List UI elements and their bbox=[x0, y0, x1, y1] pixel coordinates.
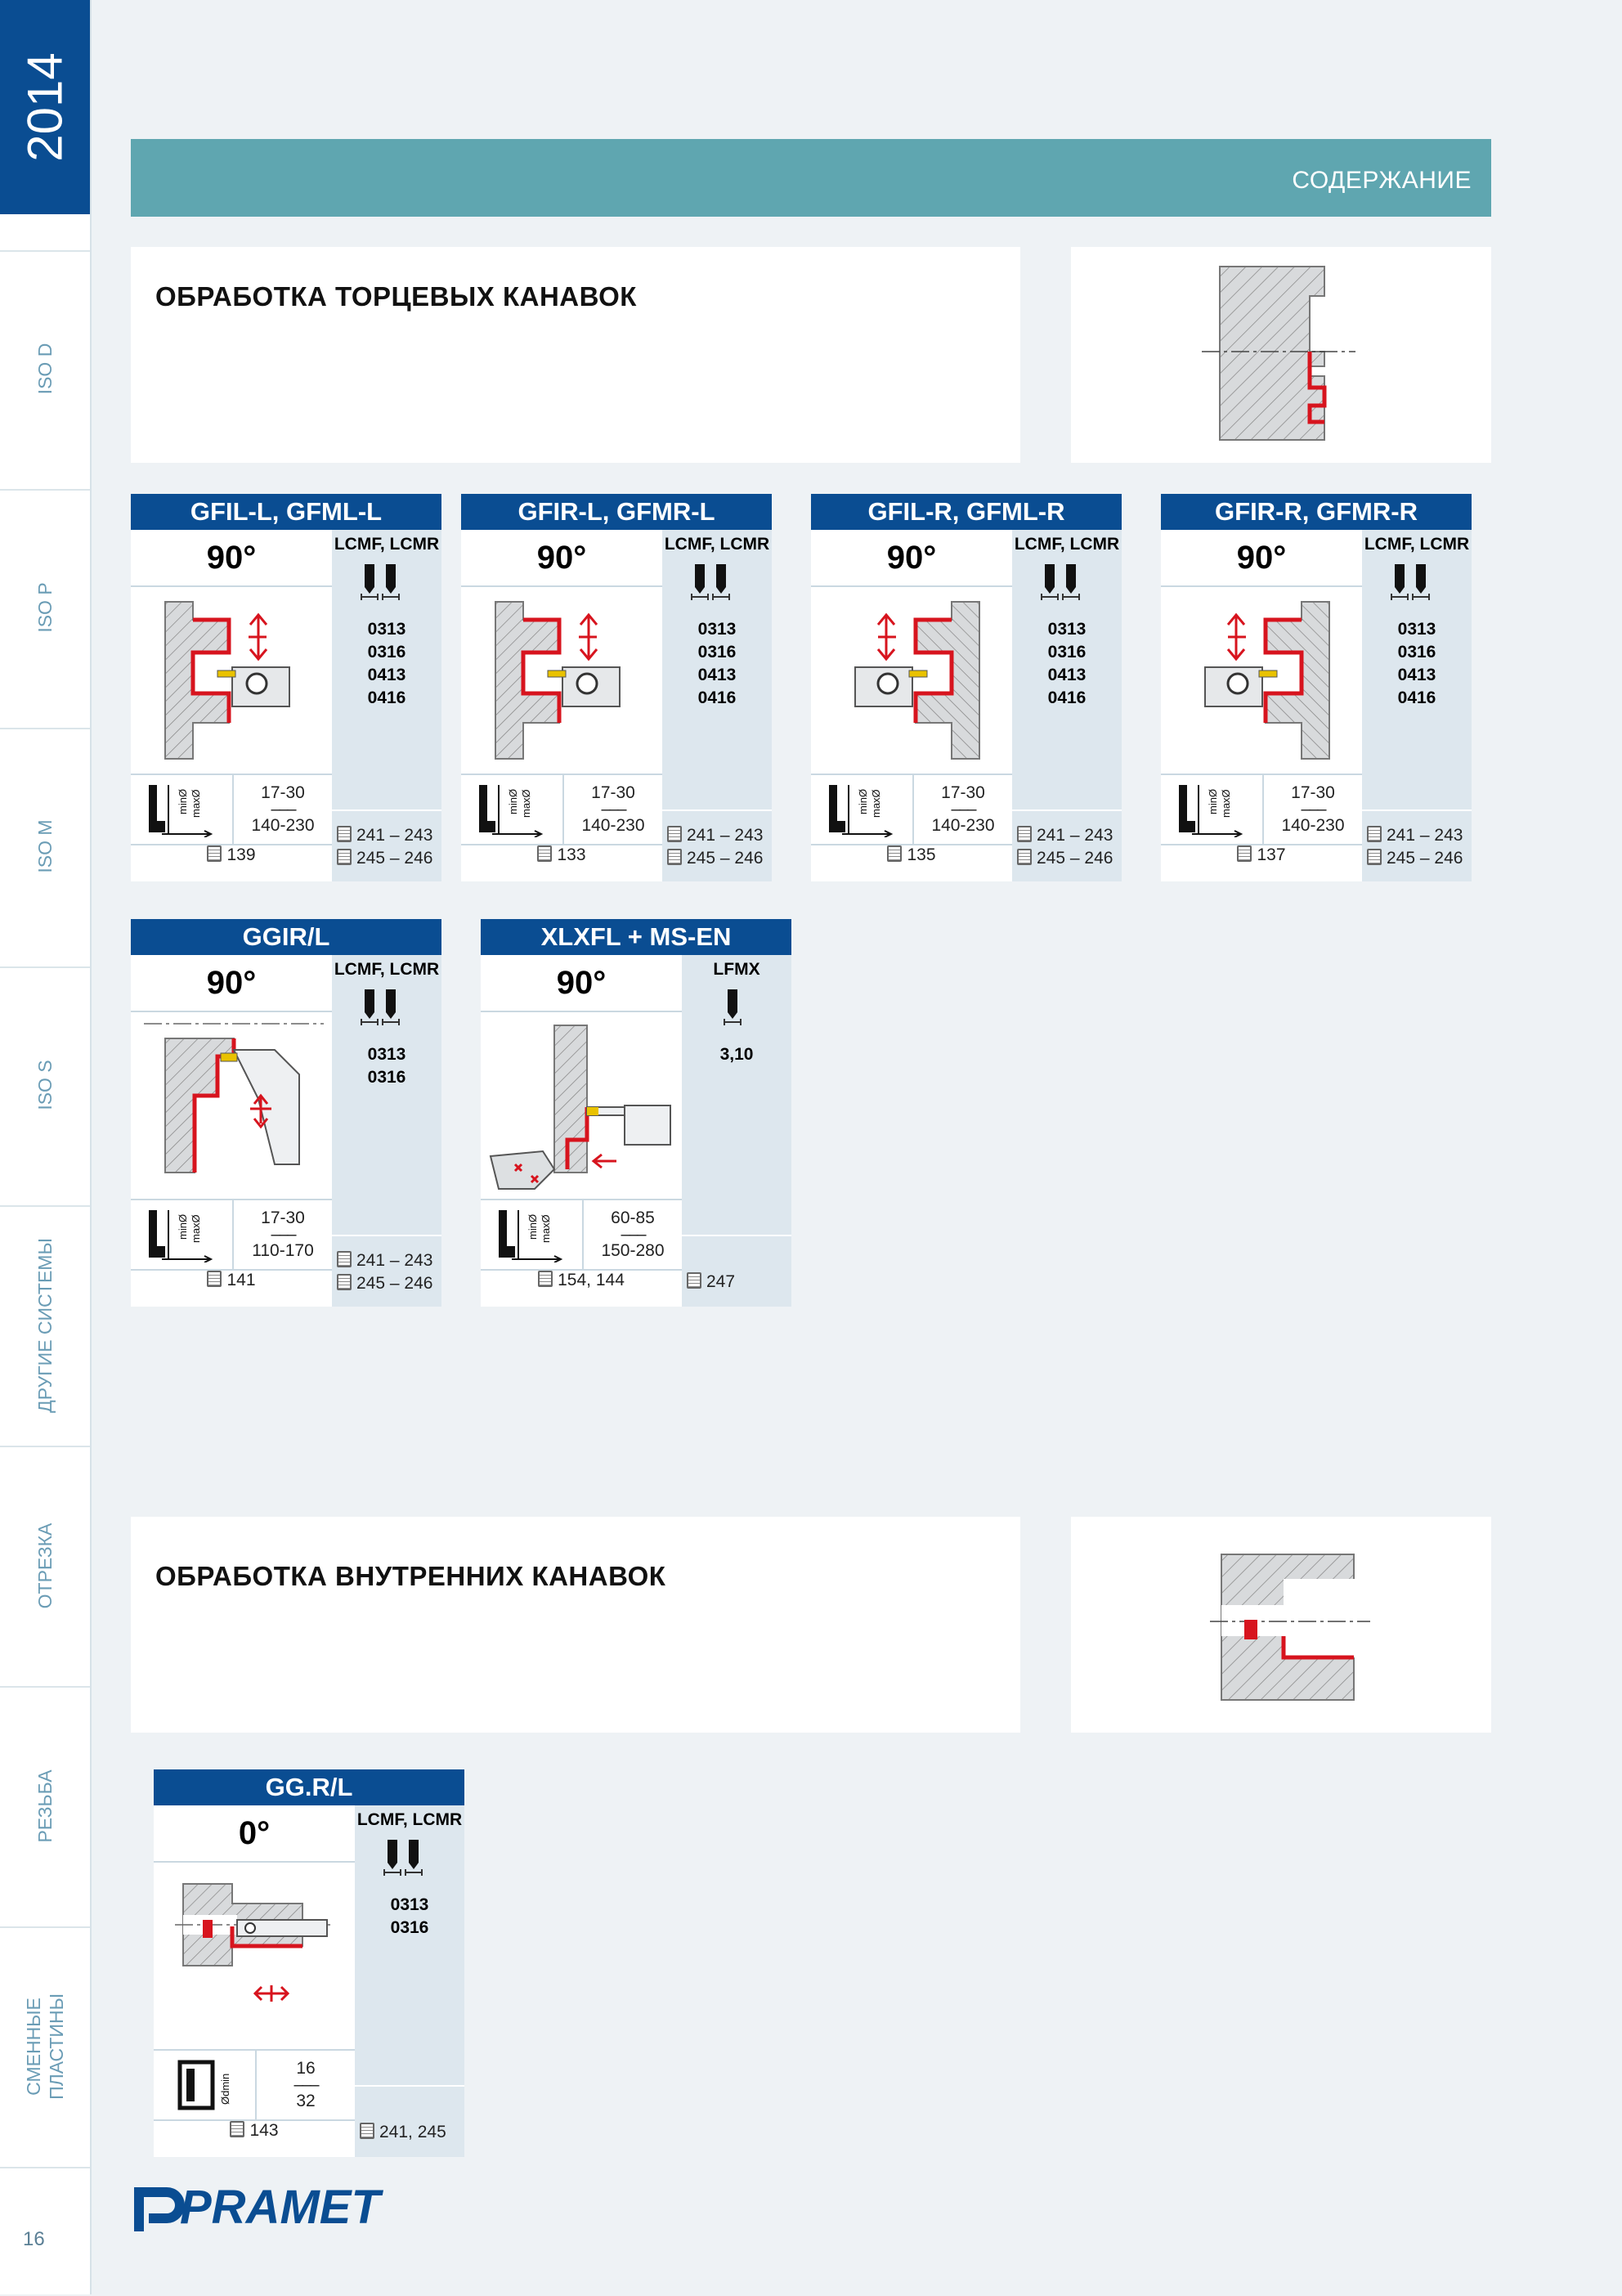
approach-angle: 90° bbox=[461, 530, 662, 587]
diameter-min: 17-30 bbox=[261, 783, 305, 802]
sidebar-item-label: РЕЗЬБА bbox=[34, 1769, 56, 1843]
insert-size: 0316 bbox=[1397, 643, 1436, 661]
year-badge bbox=[0, 0, 90, 214]
diameter-max: 140-230 bbox=[931, 816, 995, 835]
book-icon bbox=[230, 2121, 244, 2137]
tool-card[interactable] bbox=[131, 494, 441, 881]
header-band bbox=[131, 139, 1491, 217]
page-ref-text: 133 bbox=[557, 845, 586, 864]
sidebar-item-threading[interactable] bbox=[0, 1686, 90, 1925]
insert-page-refs[interactable] bbox=[667, 824, 772, 870]
insert-page-ref[interactable] bbox=[1367, 847, 1472, 870]
insert-size: 0416 bbox=[1047, 688, 1087, 707]
book-icon bbox=[360, 2123, 374, 2139]
divider bbox=[662, 809, 772, 811]
insert-type: LCMF, LCMR bbox=[356, 1810, 463, 1829]
svg-text:maxØ: maxØ bbox=[190, 789, 202, 818]
insert-type: LFMX bbox=[713, 960, 760, 979]
approach-angle: 90° bbox=[1161, 530, 1362, 587]
insert-size: 0316 bbox=[1047, 643, 1087, 661]
insert-type: LCMF, LCMR bbox=[664, 535, 770, 554]
insert-size: 0316 bbox=[367, 643, 406, 661]
sidebar-item-iso-d[interactable] bbox=[0, 250, 90, 486]
page-ref-text: 241 – 243 bbox=[356, 826, 433, 845]
tool-card[interactable] bbox=[154, 1769, 464, 2157]
divider bbox=[1362, 809, 1472, 811]
tool-drawing bbox=[486, 1017, 679, 1198]
section-title: ОБРАБОТКА ВНУТРЕННИХ КАНАВОК bbox=[155, 1561, 666, 1591]
page-ref-text: 141 bbox=[226, 1271, 256, 1289]
diameter-max: 140-230 bbox=[251, 816, 315, 835]
card-title[interactable]: GFIL-L, GFML-L bbox=[131, 494, 441, 530]
insert-type: LCMF, LCMR bbox=[334, 960, 440, 979]
holder-page-ref[interactable] bbox=[1161, 845, 1362, 865]
holder-page-ref[interactable] bbox=[131, 1271, 332, 1290]
sidebar-item-label: ISO M bbox=[34, 819, 56, 873]
sidebar-item-inserts[interactable] bbox=[0, 1926, 90, 2165]
diameter-row bbox=[131, 774, 332, 845]
diameter-separator: ––– bbox=[271, 800, 295, 818]
page-ref-text: 245 – 246 bbox=[1387, 849, 1463, 868]
diameter-separator: ––– bbox=[271, 1225, 295, 1244]
divider bbox=[332, 1235, 441, 1236]
contents-link[interactable]: СОДЕРЖАНИЕ bbox=[1292, 167, 1472, 194]
card-title[interactable]: GGIR/L bbox=[131, 919, 441, 955]
diameter-icon bbox=[144, 1207, 226, 1267]
insert-size: 0313 bbox=[390, 1895, 429, 1914]
insert-page-refs[interactable] bbox=[337, 824, 441, 870]
page-ref-text: 245 – 246 bbox=[356, 849, 433, 868]
svg-text:minØ: minØ bbox=[177, 788, 189, 814]
diameter-separator: ––– bbox=[951, 800, 975, 818]
section-illustration bbox=[1071, 247, 1491, 463]
holder-page-ref[interactable] bbox=[811, 845, 1012, 865]
page-ref-text: 241 – 243 bbox=[687, 826, 764, 845]
diameter-max: 32 bbox=[296, 2092, 316, 2110]
svg-text:maxØ: maxØ bbox=[540, 1214, 552, 1243]
insert-page-ref[interactable] bbox=[360, 2121, 464, 2144]
svg-text:minØ: minØ bbox=[1207, 788, 1219, 814]
diameter-icon bbox=[144, 782, 226, 841]
insert-size: 0413 bbox=[697, 666, 737, 684]
holder-page-ref[interactable] bbox=[461, 845, 662, 865]
diameter-min: 60-85 bbox=[611, 1209, 655, 1227]
holder-page-ref[interactable] bbox=[154, 2121, 355, 2141]
insert-size-list bbox=[662, 618, 772, 710]
insert-shape-icon bbox=[360, 561, 409, 606]
insert-page-refs[interactable] bbox=[1367, 824, 1472, 870]
diameter-row bbox=[1161, 774, 1362, 845]
insert-shape-icon bbox=[383, 1836, 432, 1881]
page-ref-text: 137 bbox=[1257, 845, 1286, 864]
divider bbox=[355, 2085, 464, 2087]
card-title[interactable]: GFIR-L, GFMR-L bbox=[461, 494, 772, 530]
sidebar-item-iso-m[interactable] bbox=[0, 728, 90, 963]
tool-drawing bbox=[816, 592, 1009, 773]
sidebar-footer bbox=[0, 2167, 90, 2296]
diameter-separator: ––– bbox=[1301, 800, 1325, 818]
section-header-face-grooving bbox=[131, 247, 1020, 463]
insert-page-refs[interactable] bbox=[337, 1249, 441, 1295]
svg-text:maxØ: maxØ bbox=[520, 789, 532, 818]
diameter-icon bbox=[474, 782, 556, 841]
svg-text:minØ: minØ bbox=[177, 1213, 189, 1240]
diameter-range bbox=[257, 2061, 355, 2110]
insert-type: LCMF, LCMR bbox=[334, 535, 440, 554]
book-icon bbox=[667, 826, 682, 842]
section-illustration bbox=[1071, 1517, 1491, 1733]
insert-size: 0416 bbox=[1397, 688, 1436, 707]
insert-page-refs[interactable] bbox=[687, 1271, 791, 1294]
face-groove-illustration bbox=[1071, 247, 1491, 463]
book-icon bbox=[207, 1271, 222, 1287]
insert-page-refs[interactable] bbox=[360, 2121, 464, 2144]
page-ref-text: 241 – 243 bbox=[356, 1251, 433, 1270]
tool-drawing bbox=[136, 1017, 329, 1198]
insert-shape-icon bbox=[360, 986, 409, 1031]
insert-page-ref[interactable] bbox=[667, 847, 772, 870]
book-icon bbox=[1017, 849, 1032, 865]
tool-card[interactable] bbox=[1161, 494, 1472, 881]
diameter-max: 140-230 bbox=[1281, 816, 1345, 835]
section-title: ОБРАБОТКА ТОРЦЕВЫХ КАНАВОК bbox=[155, 281, 637, 312]
insert-type: LCMF, LCMR bbox=[1364, 535, 1470, 554]
book-icon bbox=[687, 1272, 701, 1289]
page-ref-text: 139 bbox=[226, 845, 256, 864]
insert-size: 0316 bbox=[390, 1918, 429, 1937]
insert-shape-icon bbox=[1390, 561, 1439, 606]
insert-size: 0313 bbox=[697, 620, 737, 639]
book-icon bbox=[887, 845, 902, 862]
card-title[interactable]: GFIL-R, GFML-R bbox=[811, 494, 1122, 530]
page-ref-text: 245 – 246 bbox=[1037, 849, 1113, 868]
diameter-range bbox=[584, 1210, 682, 1259]
insert-page-ref[interactable] bbox=[667, 824, 772, 847]
sidebar-item-label: ISO S bbox=[34, 1060, 56, 1110]
insert-size-list bbox=[355, 1894, 464, 1939]
book-icon bbox=[1237, 845, 1252, 862]
page-ref-text: 143 bbox=[249, 2121, 279, 2140]
divider bbox=[1012, 809, 1122, 811]
insert-page-ref[interactable] bbox=[337, 1249, 441, 1272]
diameter-icon bbox=[824, 782, 906, 841]
svg-text:minØ: minØ bbox=[526, 1213, 539, 1240]
book-icon bbox=[537, 845, 552, 862]
insert-page-refs[interactable] bbox=[1017, 824, 1122, 870]
diameter-icon bbox=[167, 2057, 245, 2117]
svg-text:maxØ: maxØ bbox=[190, 1214, 202, 1243]
divider bbox=[682, 1235, 791, 1236]
sidebar-item-iso-s[interactable] bbox=[0, 966, 90, 1202]
tool-card[interactable] bbox=[461, 494, 772, 881]
sidebar-item-label: ДРУГИЕ СИСТЕМЫ bbox=[34, 1238, 56, 1413]
diameter-min: 17-30 bbox=[591, 783, 635, 802]
insert-shape-icon bbox=[690, 561, 739, 606]
diameter-min: 16 bbox=[296, 2059, 316, 2078]
approach-angle: 90° bbox=[131, 955, 332, 1012]
logo-text: PRAMET bbox=[180, 2181, 380, 2231]
tool-drawing bbox=[159, 1868, 352, 2048]
diameter-row bbox=[461, 774, 662, 845]
tool-drawing bbox=[466, 592, 659, 773]
book-icon bbox=[1017, 826, 1032, 842]
tool-drawing bbox=[136, 592, 329, 773]
approach-angle: 90° bbox=[811, 530, 1012, 587]
svg-text:maxØ: maxØ bbox=[1220, 789, 1232, 818]
page-ref-text: 245 – 246 bbox=[356, 1274, 433, 1293]
diameter-row bbox=[811, 774, 1012, 845]
sidebar-item-other-systems[interactable] bbox=[0, 1205, 90, 1444]
internal-groove-illustration bbox=[1071, 1517, 1491, 1733]
book-icon bbox=[1367, 849, 1382, 865]
diameter-min: 17-30 bbox=[261, 1209, 305, 1227]
page-ref-text: 241, 245 bbox=[379, 2123, 446, 2141]
diameter-max: 110-170 bbox=[252, 1241, 314, 1260]
insert-size: 0416 bbox=[367, 688, 406, 707]
page-ref-text: 245 – 246 bbox=[687, 849, 764, 868]
diameter-range bbox=[234, 1210, 332, 1259]
insert-size-list bbox=[682, 1043, 791, 1066]
svg-text:minØ: minØ bbox=[857, 788, 869, 814]
tool-card[interactable] bbox=[481, 919, 791, 1307]
insert-page-ref[interactable] bbox=[1017, 824, 1122, 847]
sidebar-item-label: ISO D bbox=[34, 343, 56, 395]
insert-size: 0313 bbox=[1397, 620, 1436, 639]
insert-size: 0316 bbox=[697, 643, 737, 661]
insert-page-ref[interactable] bbox=[337, 1272, 441, 1295]
insert-page-ref[interactable] bbox=[1017, 847, 1122, 870]
diameter-range bbox=[914, 785, 1012, 834]
diameter-min: 17-30 bbox=[1291, 783, 1335, 802]
diameter-icon bbox=[1174, 782, 1256, 841]
diameter-separator: ––– bbox=[293, 2075, 318, 2094]
diameter-range bbox=[1264, 785, 1362, 834]
diameter-range bbox=[234, 785, 332, 834]
diameter-row bbox=[131, 1199, 332, 1271]
insert-size-list bbox=[332, 618, 441, 710]
diameter-range bbox=[564, 785, 662, 834]
page-ref-text: 247 bbox=[706, 1272, 736, 1291]
insert-size: 0313 bbox=[1047, 620, 1087, 639]
insert-size: 0413 bbox=[1397, 666, 1436, 684]
insert-type: LCMF, LCMR bbox=[1014, 535, 1120, 554]
book-icon bbox=[667, 849, 682, 865]
insert-size: 3,10 bbox=[719, 1045, 754, 1064]
insert-size: 0316 bbox=[367, 1068, 406, 1087]
insert-shape-icon bbox=[723, 986, 772, 1031]
diameter-row bbox=[154, 2049, 355, 2121]
book-icon bbox=[207, 845, 222, 862]
page-number: 16 bbox=[23, 2228, 45, 2250]
book-icon bbox=[1367, 826, 1382, 842]
diameter-max: 150-280 bbox=[601, 1241, 665, 1260]
svg-text:minØ: minØ bbox=[507, 788, 519, 814]
book-icon bbox=[337, 849, 352, 865]
tool-drawing bbox=[1166, 592, 1359, 773]
page-ref-text: 241 – 243 bbox=[1387, 826, 1463, 845]
tool-card[interactable] bbox=[131, 919, 441, 1307]
svg-text:Ødmin: Ødmin bbox=[219, 2073, 231, 2105]
book-icon bbox=[337, 826, 352, 842]
insert-size: 0313 bbox=[367, 1045, 406, 1064]
insert-shape-icon bbox=[1040, 561, 1089, 606]
diameter-min: 17-30 bbox=[941, 783, 985, 802]
diameter-max: 140-230 bbox=[581, 816, 645, 835]
insert-size: 0416 bbox=[697, 688, 737, 707]
insert-page-ref[interactable] bbox=[337, 824, 441, 847]
card-title[interactable]: XLXFL + MS-EN bbox=[481, 919, 791, 955]
sidebar bbox=[0, 0, 92, 2294]
year-label: 2014 bbox=[17, 52, 73, 162]
diameter-separator: ––– bbox=[621, 1225, 645, 1244]
insert-page-ref[interactable] bbox=[687, 1271, 791, 1294]
insert-page-ref[interactable] bbox=[1367, 824, 1472, 847]
approach-angle: 90° bbox=[131, 530, 332, 587]
svg-text:maxØ: maxØ bbox=[870, 789, 882, 818]
page-ref-text: 154, 144 bbox=[558, 1271, 625, 1289]
diameter-icon bbox=[494, 1207, 576, 1267]
sidebar-item-label: СМЕННЫЕ ПЛАСТИНЫ bbox=[23, 1993, 67, 2100]
insert-size-list bbox=[332, 1043, 441, 1089]
page-ref-text: 241 – 243 bbox=[1037, 826, 1113, 845]
diameter-separator: ––– bbox=[601, 800, 625, 818]
sidebar-item-label: ISO P bbox=[34, 582, 56, 633]
diameter-row bbox=[481, 1199, 682, 1271]
insert-size-list bbox=[1012, 618, 1122, 710]
approach-angle: 90° bbox=[481, 955, 682, 1012]
divider bbox=[332, 809, 441, 811]
page-ref-text: 135 bbox=[907, 845, 936, 864]
insert-size: 0413 bbox=[367, 666, 406, 684]
holder-page-ref[interactable] bbox=[481, 1271, 682, 1290]
holder-page-ref[interactable] bbox=[131, 845, 332, 865]
card-title[interactable]: GG.R/L bbox=[154, 1769, 464, 1805]
card-title[interactable]: GFIR-R, GFMR-R bbox=[1161, 494, 1472, 530]
sidebar-item-iso-p[interactable] bbox=[0, 489, 90, 724]
book-icon bbox=[538, 1271, 553, 1287]
sidebar-item-label: ОТРЕЗКА bbox=[34, 1522, 56, 1609]
book-icon bbox=[337, 1251, 352, 1267]
sidebar-item-parting[interactable] bbox=[0, 1446, 90, 1684]
approach-angle: 0° bbox=[154, 1805, 355, 1863]
book-icon bbox=[337, 1274, 352, 1290]
pramet-logo bbox=[131, 2179, 409, 2235]
insert-size-list bbox=[1362, 618, 1472, 710]
tool-card[interactable] bbox=[811, 494, 1122, 881]
insert-size: 0313 bbox=[367, 620, 406, 639]
insert-size: 0413 bbox=[1047, 666, 1087, 684]
section-header-internal-grooving bbox=[131, 1517, 1020, 1733]
insert-page-ref[interactable] bbox=[337, 847, 441, 870]
